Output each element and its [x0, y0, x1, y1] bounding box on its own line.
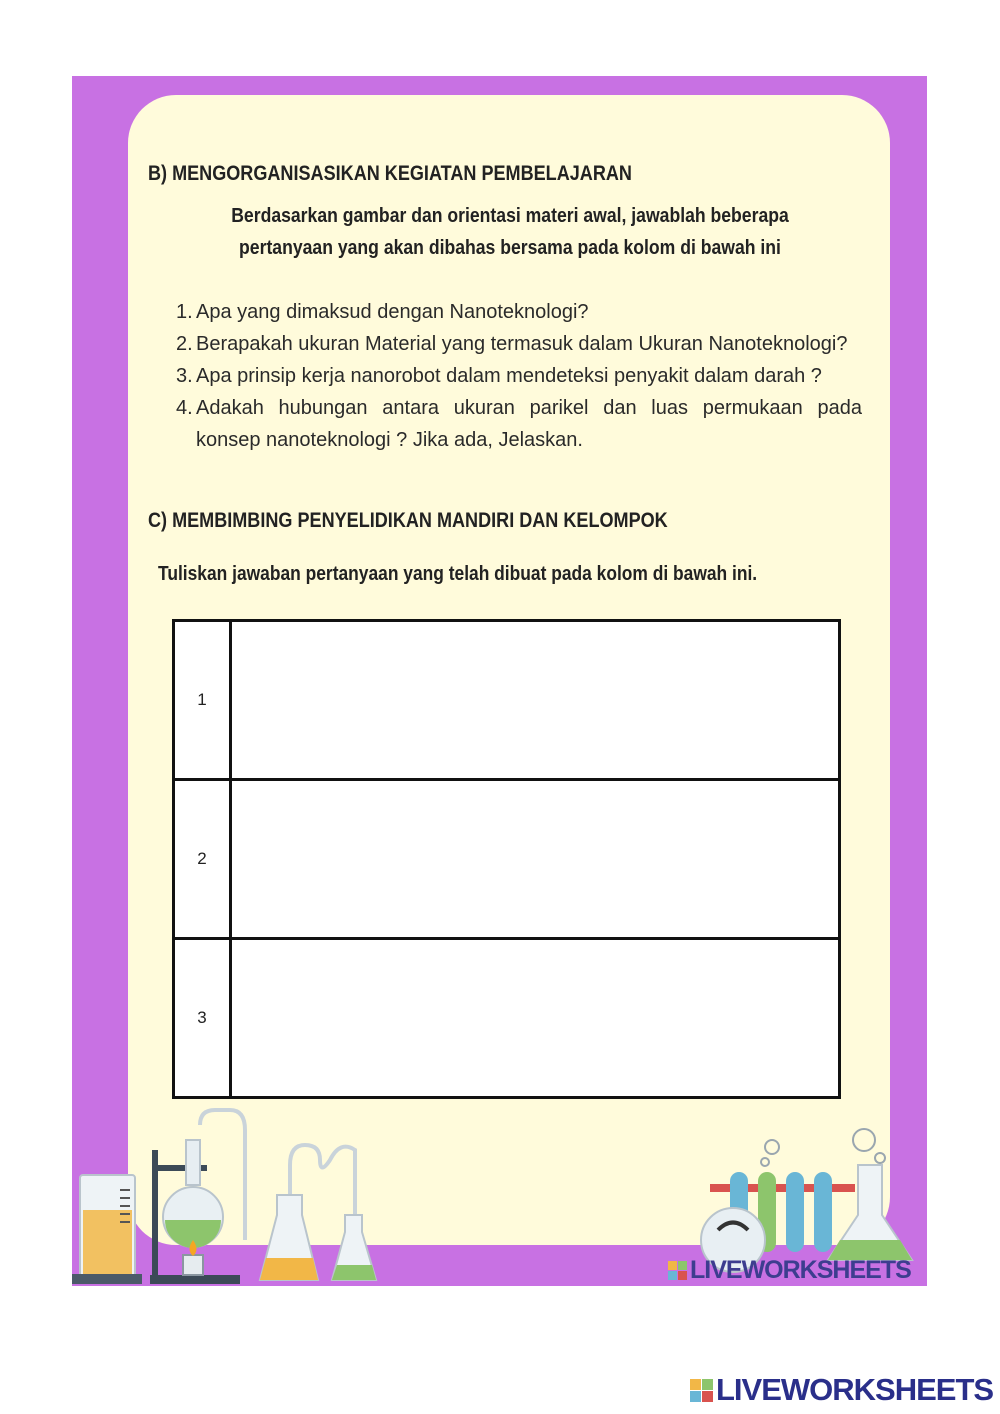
liveworksheets-wordmark: LIVEWORKSHEETS — [716, 1372, 994, 1407]
row-number: 1 — [174, 621, 231, 780]
list-item — [176, 392, 862, 456]
question-list — [176, 296, 862, 456]
row-number: 3 — [174, 939, 231, 1098]
section-b-intro — [215, 200, 805, 264]
liveworksheets-wordmark: LIVEWORKSHEETS — [690, 1256, 911, 1284]
question-text — [196, 392, 862, 456]
table-row — [174, 939, 840, 1098]
question-text: Berapakah ukuran Material yang termasuk dalam Ukuran Nanoteknologi? — [196, 333, 848, 355]
section-b-title: B) MENGORGANISASIKAN KEGIATAN PEMBELAJARAN — [148, 162, 632, 185]
list-item — [176, 296, 862, 328]
liveworksheets-logo-inner — [668, 1256, 911, 1285]
list-item — [176, 360, 862, 392]
list-item — [176, 328, 862, 360]
question-text: Apa yang dimaksud dengan Nanoteknologi? — [196, 301, 589, 323]
liveworksheets-logo-icon — [690, 1379, 713, 1402]
question-number: 3. — [176, 365, 193, 387]
question-number: 1. — [176, 301, 193, 323]
answer-field[interactable] — [231, 939, 840, 1098]
answer-field[interactable] — [231, 780, 840, 939]
liveworksheets-logo[interactable] — [690, 1372, 993, 1408]
answer-table — [172, 619, 841, 1099]
question-number: 4. — [176, 397, 193, 419]
liveworksheets-logo-icon — [668, 1261, 687, 1280]
intro-line-1: Berdasarkan gambar dan orientasi materi awal, jawablah beberapa — [231, 205, 789, 227]
question-text-line-1: Adakah hubungan antara ukuran parikel dan luas permukaan pada — [196, 397, 862, 419]
intro-line-2: pertanyaan yang akan dibahas bersama pada kolom di bawah ini — [239, 237, 781, 259]
erlenmeyer-flask-icon — [260, 1145, 376, 1280]
beaker-icon — [72, 1175, 142, 1284]
row-number: 2 — [174, 780, 231, 939]
test-tubes-icon — [701, 1129, 912, 1272]
question-number: 2. — [176, 333, 193, 355]
section-c-title: C) MEMBIMBING PENYELIDIKAN MANDIRI DAN KELOMPOK — [148, 509, 668, 532]
table-row — [174, 780, 840, 939]
answer-field[interactable] — [231, 621, 840, 780]
question-text: Apa prinsip kerja nanorobot dalam mendeteksi penyakit dalam darah ? — [196, 365, 822, 387]
ring-stand-flask-icon — [150, 1110, 245, 1284]
section-c-instruction: Tuliskan jawaban pertanyaan yang telah dibuat pada kolom di bawah ini. — [158, 563, 758, 585]
table-row — [174, 621, 840, 780]
question-text-line-2: konsep nanoteknologi ? Jika ada, Jelaskan. — [196, 429, 583, 451]
